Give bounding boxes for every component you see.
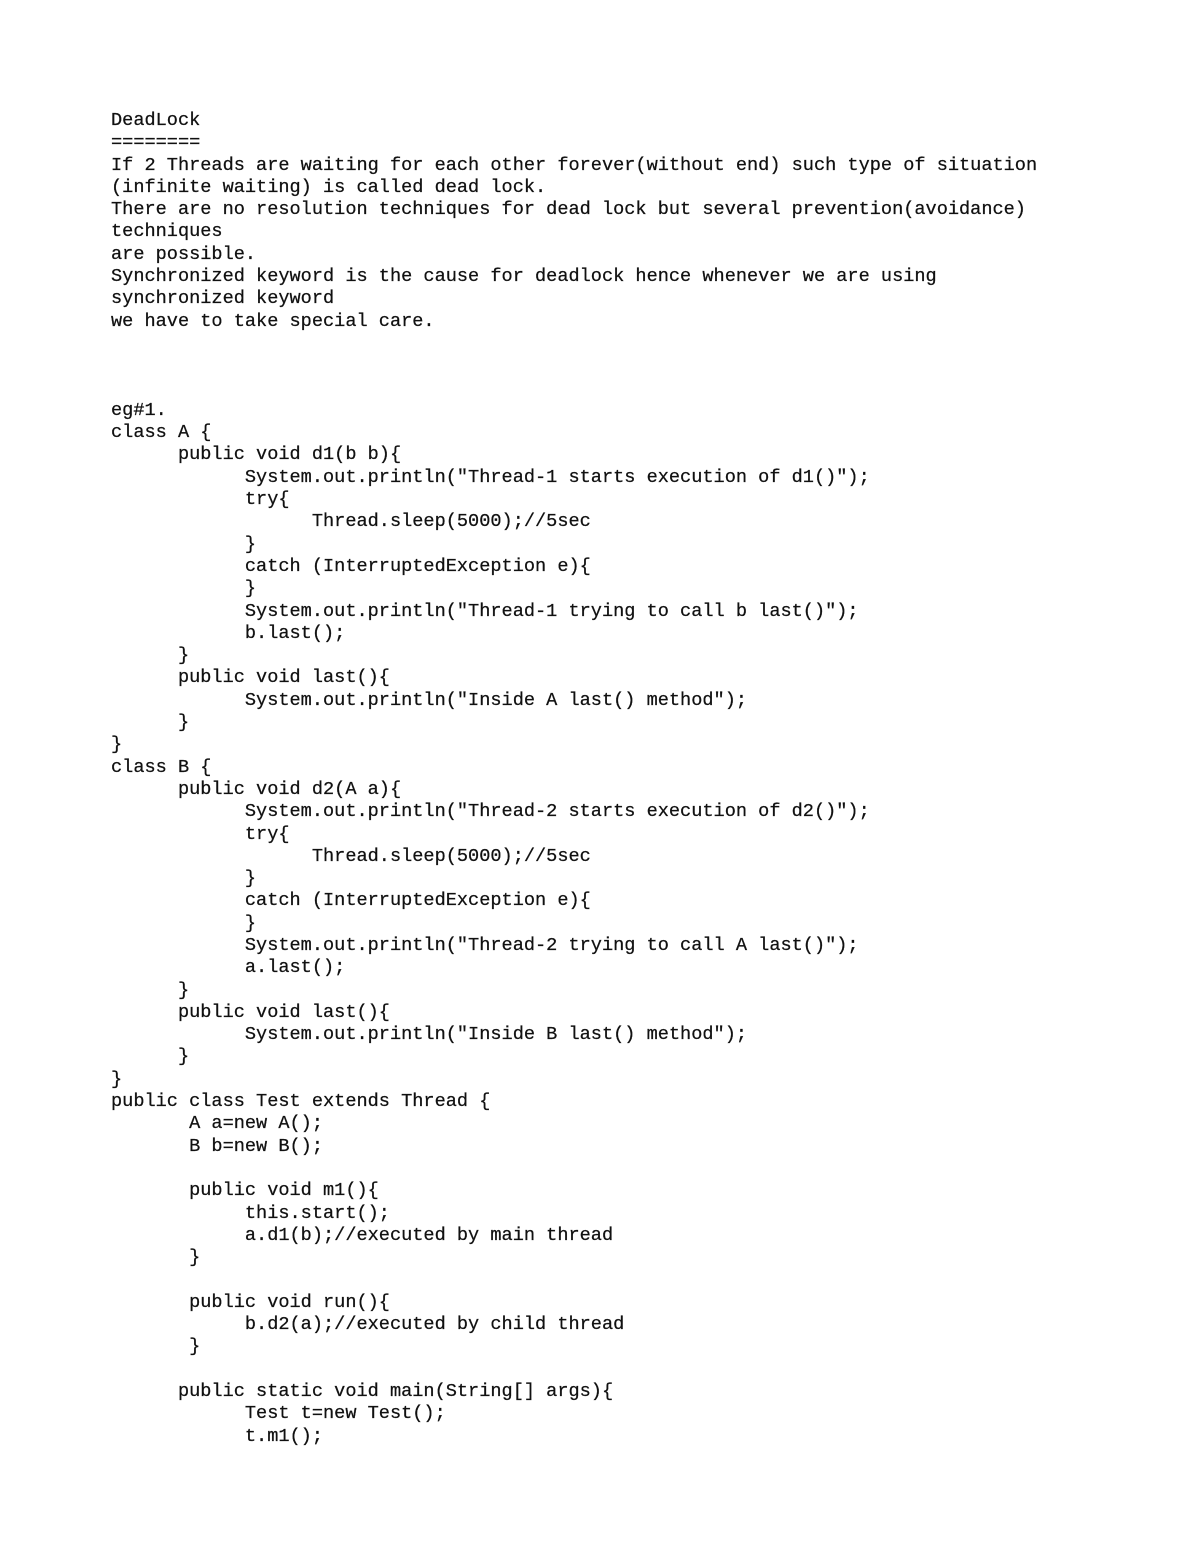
code-line: t.m1(); xyxy=(111,1425,324,1447)
paragraph-line: Synchronized keyword is the cause for deadlock hence whenever we are using xyxy=(111,266,937,288)
code-line: System.out.println("Thread-2 trying to call A last()"); xyxy=(111,934,859,956)
code-line: } xyxy=(111,645,190,667)
code-line: catch (InterruptedException e){ xyxy=(111,555,591,577)
paragraph-line: (infinite waiting) is called dead lock. xyxy=(111,176,547,198)
paragraph-line: are possible. xyxy=(111,243,257,265)
code-line: public class Test extends Thread { xyxy=(111,1091,491,1113)
code-line: } xyxy=(111,578,257,600)
code-line: } xyxy=(111,912,257,934)
paragraph-line: techniques xyxy=(111,221,223,243)
code-line: b.d2(a);//executed by child thread xyxy=(111,1314,625,1336)
code-listing xyxy=(111,422,1171,1448)
code-line: System.out.println("Inside A last() method"); xyxy=(111,689,748,711)
paragraph-line: There are no resolution techniques for dead lock but several prevention(avoidance) xyxy=(111,199,1026,221)
code-line: System.out.println("Thread-1 starts execution of d1()"); xyxy=(111,466,870,488)
code-line xyxy=(111,1158,1171,1180)
blank-line xyxy=(111,333,1171,355)
code-line: System.out.println("Thread-2 starts execution of d2()"); xyxy=(111,801,870,823)
code-line: System.out.println("Inside B last() method"); xyxy=(111,1024,748,1046)
code-line: public void d1(b b){ xyxy=(111,444,402,466)
title-underline: ======== xyxy=(111,132,201,154)
paragraph-line: we have to take special care. xyxy=(111,310,435,332)
paragraph-line: If 2 Threads are waiting for each other forever(without end) such type of situation xyxy=(111,154,1038,176)
document-title: DeadLock xyxy=(111,110,201,131)
code-line: } xyxy=(111,979,190,1001)
code-line: Test t=new Test(); xyxy=(111,1403,446,1425)
code-line: a.d1(b);//executed by main thread xyxy=(111,1224,614,1246)
code-line: } xyxy=(111,1336,201,1358)
code-line: try{ xyxy=(111,823,290,845)
blank-line xyxy=(111,355,1171,377)
code-line: public void last(){ xyxy=(111,1001,390,1023)
code-line: Thread.sleep(5000);//5sec xyxy=(111,511,591,533)
code-line: } xyxy=(111,868,257,890)
code-line: public void last(){ xyxy=(111,667,390,689)
code-line: } xyxy=(111,712,190,734)
code-line: a.last(); xyxy=(111,957,346,979)
code-line: } xyxy=(111,1247,201,1269)
code-line: public void m1(){ xyxy=(111,1180,379,1202)
code-line: this.start(); xyxy=(111,1202,390,1224)
code-line: } xyxy=(111,1068,123,1090)
code-line xyxy=(111,1359,1171,1381)
code-line: A a=new A(); xyxy=(111,1113,324,1135)
code-line: class A { xyxy=(111,422,212,444)
code-line: public static void main(String[] args){ xyxy=(111,1380,614,1402)
code-line: } xyxy=(111,734,123,756)
code-line: catch (InterruptedException e){ xyxy=(111,890,591,912)
code-line: public void run(){ xyxy=(111,1291,390,1313)
example-label: eg#1. xyxy=(111,399,167,421)
code-line: class B { xyxy=(111,756,212,778)
code-line: b.last(); xyxy=(111,622,346,644)
document-body xyxy=(111,110,1171,1448)
code-line: } xyxy=(111,533,257,555)
code-line: System.out.println("Thread-1 trying to call b last()"); xyxy=(111,600,859,622)
code-line: } xyxy=(111,1046,190,1068)
code-line: public void d2(A a){ xyxy=(111,778,402,800)
code-line: B b=new B(); xyxy=(111,1135,324,1157)
paragraph-line: synchronized keyword xyxy=(111,288,335,310)
code-line: try{ xyxy=(111,489,290,511)
code-line: Thread.sleep(5000);//5sec xyxy=(111,845,591,867)
code-line xyxy=(111,1269,1171,1291)
blank-line xyxy=(111,378,1171,400)
